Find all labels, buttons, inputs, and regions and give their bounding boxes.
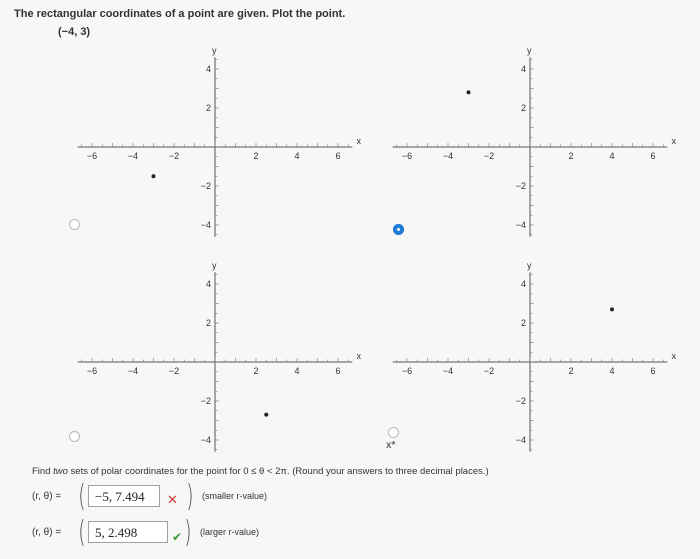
plotted-point bbox=[264, 413, 268, 417]
coordinate-plane bbox=[401, 45, 676, 230]
instructions-text: Find two sets of polar coordinates for the point for 0 ≤ θ < 2π. (Round your answers to three decimal places.) bbox=[32, 466, 489, 477]
left-paren: ( bbox=[78, 479, 86, 514]
radio-option-c[interactable] bbox=[69, 431, 80, 442]
x-tick-label: −6 bbox=[401, 366, 413, 376]
hint-larger: (larger r-value) bbox=[200, 527, 260, 537]
right-paren: ) bbox=[186, 479, 194, 514]
x-tick-label: 4 bbox=[294, 151, 300, 161]
coordinate-plane bbox=[86, 260, 361, 445]
x-tick-label: 4 bbox=[609, 366, 615, 376]
incorrect-icon: ✕ bbox=[167, 492, 178, 507]
left-paren: ( bbox=[78, 515, 86, 550]
x-tick-label: −4 bbox=[442, 151, 454, 161]
x-tick-label: 4 bbox=[609, 151, 615, 161]
x-tick-label: 6 bbox=[335, 366, 341, 376]
polar-label: (r, θ) = bbox=[32, 527, 62, 538]
y-tick-label: −4 bbox=[515, 220, 526, 230]
plot-option-b bbox=[401, 45, 676, 230]
x-tick-label: −4 bbox=[442, 366, 454, 376]
x-tick-label: −6 bbox=[401, 151, 413, 161]
question-text: The rectangular coordinates of a point are given. Plot the point. bbox=[14, 8, 346, 20]
x-tick-label: −6 bbox=[86, 151, 98, 161]
x-tick-label: 6 bbox=[650, 151, 656, 161]
y-tick-label: 2 bbox=[205, 318, 211, 328]
plotted-point bbox=[152, 174, 156, 178]
x-tick-label: 2 bbox=[253, 151, 259, 161]
y-tick-label: −2 bbox=[515, 396, 526, 406]
answer-row-smaller bbox=[32, 479, 432, 514]
y-axis-label: y bbox=[212, 45, 217, 56]
x-tick-label: 2 bbox=[568, 366, 574, 376]
y-tick-label: −2 bbox=[200, 396, 211, 406]
x-tick-label: −2 bbox=[168, 151, 180, 161]
x-axis-label: x bbox=[671, 351, 676, 361]
polar-label: (r, θ) = bbox=[32, 491, 62, 502]
y-tick-label: −2 bbox=[515, 181, 526, 191]
x-axis-label: x bbox=[356, 351, 361, 361]
x-tick-label: −2 bbox=[483, 366, 495, 376]
y-tick-label: −4 bbox=[200, 435, 211, 445]
y-tick-label: 4 bbox=[520, 64, 526, 74]
radio-option-a[interactable] bbox=[69, 219, 80, 230]
x-tick-label: 2 bbox=[568, 151, 574, 161]
plotted-point bbox=[610, 307, 614, 311]
y-axis-label: y bbox=[527, 260, 532, 271]
answer-row-larger bbox=[32, 515, 432, 550]
plot-option-a bbox=[86, 45, 361, 230]
answer-input-larger[interactable]: 5, 2.498 bbox=[88, 521, 168, 543]
plotted-point bbox=[467, 90, 471, 94]
x-tick-label: 6 bbox=[650, 366, 656, 376]
x-tick-label: −2 bbox=[483, 151, 495, 161]
y-tick-label: 2 bbox=[520, 318, 526, 328]
answer-input-smaller[interactable]: −5, 7.494 bbox=[88, 485, 160, 507]
x-axis-label: x bbox=[671, 136, 676, 146]
y-axis-label: y bbox=[527, 45, 532, 56]
hint-smaller: (smaller r-value) bbox=[202, 491, 268, 501]
coordinate-plane bbox=[401, 260, 676, 445]
y-tick-label: −4 bbox=[200, 220, 211, 230]
x-tick-label: 4 bbox=[294, 366, 300, 376]
coordinate-plane bbox=[86, 45, 361, 230]
x-tick-label: −4 bbox=[127, 151, 139, 161]
y-tick-label: 2 bbox=[205, 103, 211, 113]
radio-option-b[interactable] bbox=[393, 224, 404, 235]
correct-icon: ✔ bbox=[172, 530, 183, 544]
x-tick-label: 2 bbox=[253, 366, 259, 376]
incorrect-selection-mark: x* bbox=[386, 440, 396, 451]
plot-option-c bbox=[86, 260, 361, 445]
given-point: (−4, 3) bbox=[58, 26, 91, 38]
x-tick-label: −6 bbox=[86, 366, 98, 376]
y-tick-label: 4 bbox=[205, 279, 211, 289]
y-tick-label: 4 bbox=[205, 64, 211, 74]
y-tick-label: 2 bbox=[520, 103, 526, 113]
y-tick-label: 4 bbox=[520, 279, 526, 289]
x-axis-label: x bbox=[356, 136, 361, 146]
radio-option-d[interactable] bbox=[388, 427, 399, 438]
y-axis-label: y bbox=[212, 260, 217, 271]
x-tick-label: 6 bbox=[335, 151, 341, 161]
x-tick-label: −2 bbox=[168, 366, 180, 376]
y-tick-label: −2 bbox=[200, 181, 211, 191]
y-tick-label: −4 bbox=[515, 435, 526, 445]
right-paren: ) bbox=[184, 515, 192, 550]
plot-option-d bbox=[401, 260, 676, 445]
x-tick-label: −4 bbox=[127, 366, 139, 376]
